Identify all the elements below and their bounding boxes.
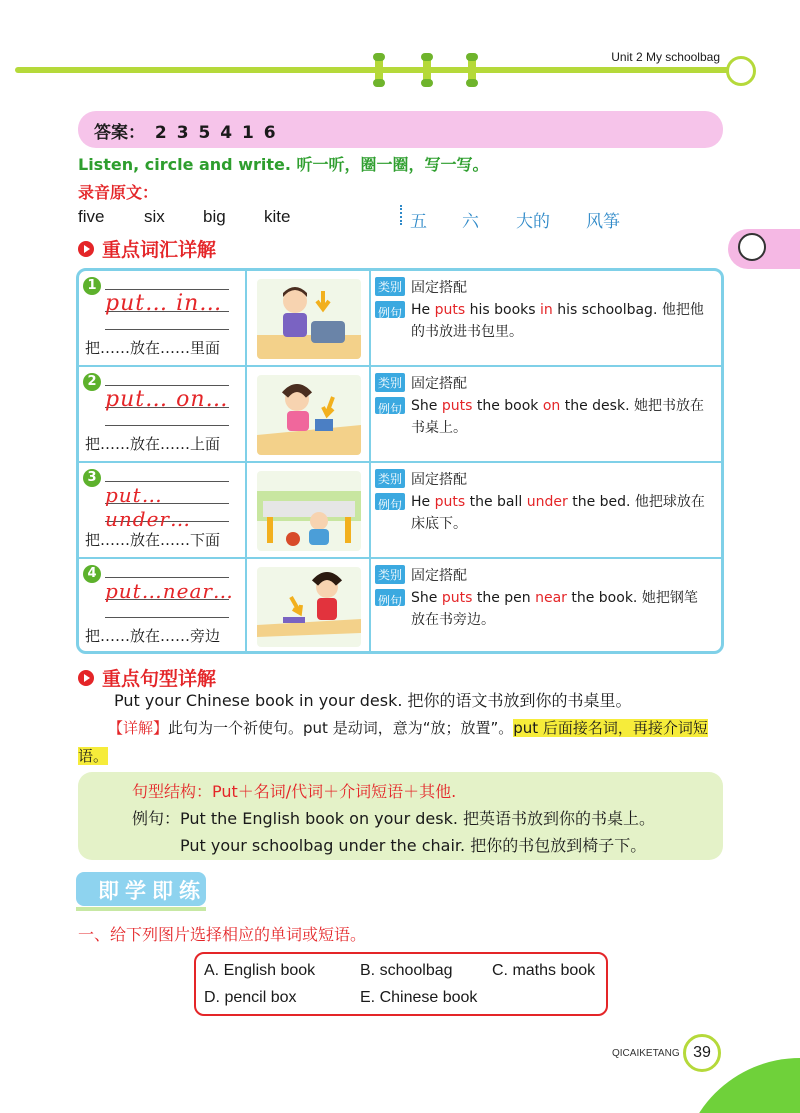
- panda-badge-icon: [726, 56, 756, 86]
- section-heading: [78, 235, 216, 262]
- divider: [400, 205, 403, 225]
- phrase: put… in…: [105, 291, 223, 316]
- table-row: [79, 367, 721, 463]
- panda-icon: [738, 233, 766, 261]
- brand: QICAIKETANG: [612, 1048, 680, 1059]
- vocab-table: [76, 268, 724, 654]
- listen-instruction: Listen, circle and write. 听一听，圈一圈，写一写。: [78, 155, 489, 174]
- example-tag: 例句: [375, 397, 405, 414]
- script-word: six: [144, 207, 165, 226]
- phrase-meaning: 把……放在……旁边: [85, 627, 221, 645]
- answer-label: 答案：: [94, 123, 145, 143]
- row-number: 4: [83, 565, 101, 583]
- category-tag: 类别: [375, 373, 405, 392]
- script-word: kite: [264, 207, 291, 226]
- illustration: [257, 567, 361, 647]
- answer-value: 4: [220, 123, 233, 143]
- example-tag: 例句: [375, 589, 405, 606]
- example-sentence: He puts the ball under the bed. 他把球放在床底下。: [411, 494, 705, 532]
- key-sentence: Put your Chinese book in your desk. 把你的语文书放到你的书桌里。: [114, 691, 632, 710]
- phrase: put… on…: [105, 387, 229, 412]
- example-sentence: Put your schoolbag under the chair. 把你的书包放到椅子下。: [180, 836, 647, 855]
- section-heading: [78, 664, 216, 691]
- category-tag: 类别: [375, 565, 405, 584]
- option: E. Chinese book: [360, 989, 478, 1006]
- category: 固定搭配: [411, 280, 468, 296]
- answer-value: 2: [154, 123, 167, 143]
- illustration: [257, 279, 361, 359]
- question: 一、给下列图片选择相应的单词或短语。: [78, 925, 367, 944]
- explanation: [78, 714, 726, 770]
- options-box: [194, 952, 608, 1016]
- table-row: [79, 271, 721, 367]
- phrase: put…near…: [105, 579, 234, 603]
- page-number: 39: [683, 1034, 721, 1072]
- answer-value: 3: [176, 123, 189, 143]
- script-word: five: [78, 207, 105, 226]
- row-number: 2: [83, 373, 101, 391]
- binder-ring: [468, 53, 476, 87]
- binder-ring: [375, 53, 383, 87]
- structure-formula: 句型结构：Put＋名词/代词＋介词短语＋其他.: [132, 782, 457, 801]
- binder-ring: [423, 53, 431, 87]
- phrase: put…under…: [105, 483, 191, 531]
- category: 固定搭配: [411, 472, 468, 488]
- answer-bar: [78, 111, 723, 148]
- example-sentence: He puts his books in his schoolbag. 他把他的书放进书包里。: [411, 302, 704, 340]
- option: B. schoolbag: [360, 962, 453, 979]
- detail-label: 【详解】: [108, 719, 169, 737]
- detail-text: 此句为一个祈使句。put 是动词，意为“放；放置”。: [168, 719, 514, 737]
- script-word: big: [203, 207, 226, 226]
- detail-highlight: put 后面接名词，再接介词短语。: [78, 719, 708, 765]
- option: C. maths book: [492, 962, 596, 979]
- option: D. pencil box: [204, 989, 297, 1006]
- example-tag: 例句: [375, 493, 405, 510]
- category-tag: 类别: [375, 469, 405, 488]
- answer-value: 6: [263, 123, 276, 143]
- phrase-meaning: 把……放在……上面: [85, 435, 221, 453]
- play-bullet-icon: [78, 241, 94, 257]
- script-label: 录音原文：: [78, 183, 159, 202]
- illustration: [257, 471, 361, 551]
- option: A. English book: [204, 962, 316, 979]
- row-number: 1: [83, 277, 101, 295]
- category-tag: 类别: [375, 277, 405, 296]
- table-row: [79, 559, 721, 654]
- phrase-meaning: 把……放在……下面: [85, 531, 221, 549]
- script-word-zh: 五: [410, 212, 427, 232]
- header-rule: [15, 67, 755, 73]
- category: 固定搭配: [411, 568, 468, 584]
- script-word-zh: 风筝: [586, 212, 620, 232]
- section-heading-text: 重点句型详解: [102, 668, 217, 690]
- illustration: [257, 375, 361, 455]
- play-bullet-icon: [78, 670, 94, 686]
- practice-heading: 即学即练: [76, 872, 206, 906]
- practice-underline: [76, 907, 206, 911]
- row-number: 3: [83, 469, 101, 487]
- example-sentence: She puts the pen near the book. 她把钢笔放在书旁边。: [411, 590, 698, 628]
- example-sentence: She puts the book on the desk. 她把书放在书桌上。: [411, 398, 704, 436]
- section-heading-text: 重点词汇详解: [102, 239, 217, 261]
- table-row: [79, 463, 721, 559]
- category: 固定搭配: [411, 376, 468, 392]
- example-tag: 例句: [375, 301, 405, 318]
- answer-value: 1: [241, 123, 254, 143]
- script-word-zh: 六: [462, 212, 479, 232]
- unit-title: Unit 2 My schoolbag: [611, 50, 720, 64]
- example-sentence: 例句：Put the English book on your desk. 把英语书放到你的书桌上。: [132, 809, 656, 828]
- script-word-zh: 大的: [516, 212, 550, 232]
- phrase-meaning: 把……放在……里面: [85, 339, 221, 357]
- answer-value: 5: [198, 123, 211, 143]
